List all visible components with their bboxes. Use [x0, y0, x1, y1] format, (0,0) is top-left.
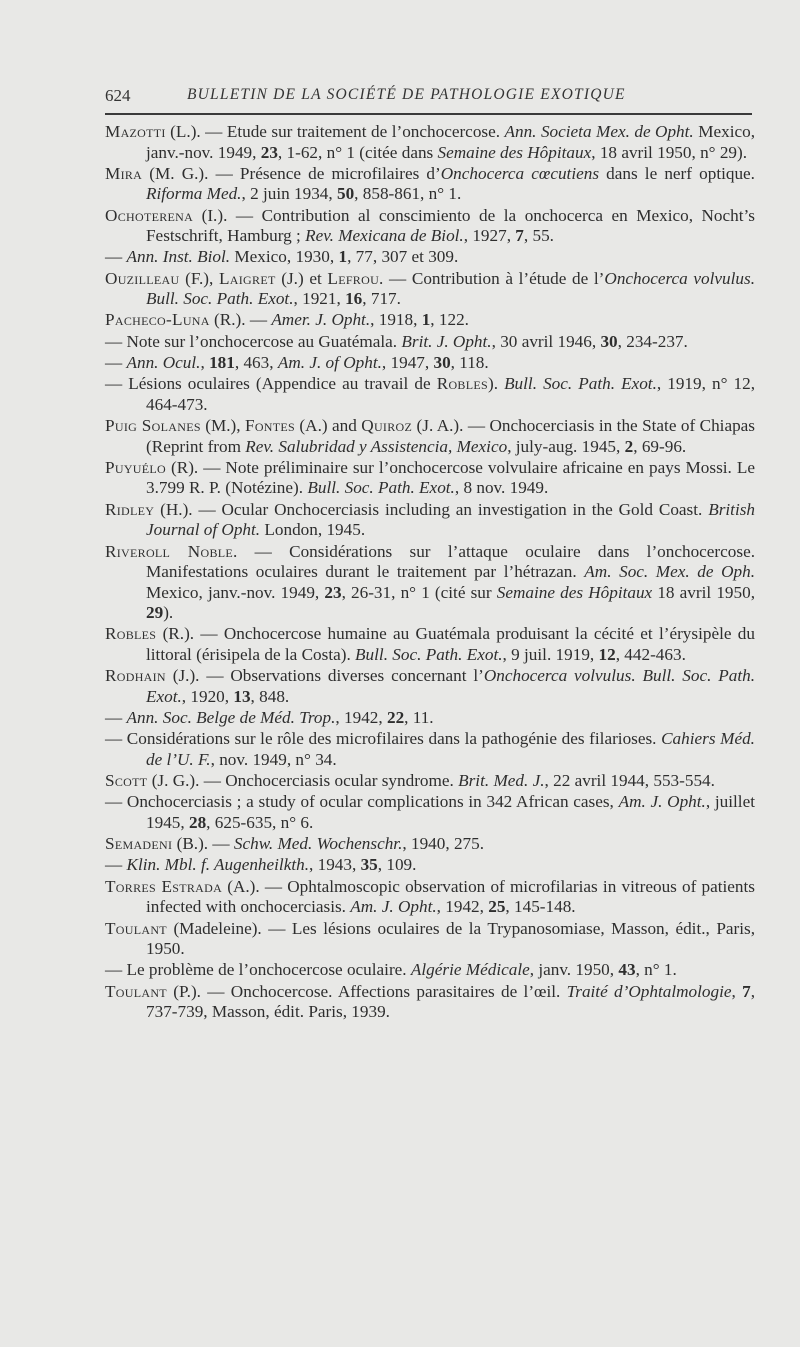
bibliography-entry: — Ann. Ocul., 181, 463, Am. J. of Opht., 1947, 30, 118.	[105, 353, 489, 373]
bibliography-entry: Ouzilleau (F.), Laigret (J.) et Lefrou. — Contribution à l’étude de l’Onchocerca volvulus. Bull. Soc. Path. Exot., 1921, 16, 717.	[105, 268, 755, 309]
bibliography-entry: — Onchocerciasis ; a study of ocular complications in 342 African cases, Am. J. Opht., juillet 1945, 28, 625-635, n° 6.	[105, 792, 755, 832]
bibliography-entry: Puyuélo (R). — Note préliminaire sur l’onchocercose volvulaire africaine en pays Mossi. Le 3.799 R. P. (Notézine). Bull. Soc. Path. Exot., 8 nov. 1949.	[105, 457, 755, 498]
bibliography-list	[105, 122, 755, 1023]
bibliography-entry: — Lésions oculaires (Appendice au travail de Robles). Bull. Soc. Path. Exot., 1919, n° 12, 464-473.	[105, 374, 755, 414]
bibliography-entry: Toulant (Madeleine). — Les lésions oculaires de la Trypanosomiase, Masson, édit., Paris, 1950.	[105, 918, 755, 959]
bibliography-entry: Ridley (H.). — Ocular Onchocerciasis including an investigation in the Gold Coast. British Journal of Opht. London, 1945.	[105, 499, 755, 540]
bibliography-entry: Toulant (P.). — Onchocercose. Affections parasitaires de l’œil. Traité d’Ophtalmologie, 7, 737-739, Masson, édit. Paris, 1939.	[105, 981, 756, 1022]
bibliography-entry: — Note sur l’onchocercose au Guatémala. Brit. J. Opht., 30 avril 1946, 30, 234-237.	[105, 331, 688, 351]
bibliography-entry: — Considérations sur le rôle des microfilaires dans la pathogénie des filarioses. Cahiers Méd. de l’U. F., nov. 1949, n° 34.	[105, 729, 755, 769]
page-number: 624	[105, 86, 131, 105]
bibliography-entry: Puig Solanes (M.), Fontes (A.) and Quiroz (J. A.). — Onchocerciasis in the State of Chiapas (Reprint from Rev. Salubridad y Assistencia, Mexico, july-aug. 1945, 2, 69-96.	[105, 416, 755, 456]
bibliography-entry: Mazotti (L.). — Etude sur traitement de l’onchocercose. Ann. Societa Mex. de Opht. Mexico, janv.-nov. 1949, 23, 1-62, n° 1 (citée dans Semaine des Hôpitaux, 18 avril 1950, n° 29).	[105, 122, 755, 162]
bibliography-entry: Semadeni (B.). — Schw. Med. Wochenschr., 1940, 275.	[105, 834, 485, 854]
bibliography-entry: — Klin. Mbl. f. Augenheilkth., 1943, 35, 109.	[105, 855, 417, 875]
bibliography-entry: Mira (M. G.). — Présence de microfilaires d’Onchocerca cœcutiens dans le nerf optique. Riforma Med., 2 juin 1934, 50, 858-861, n° 1.	[105, 163, 755, 204]
bibliography-entry: Ochoterena (I.). — Contribution al conscimiento de la onchocerca en Mexico, Nocht’s Festschrift, Hamburg ; Rev. Mexicana de Biol., 1927, 7, 55.	[105, 205, 755, 246]
bibliography-entry: Pacheco-Luna (R.). — Amer. J. Opht., 1918, 1, 122.	[105, 310, 469, 330]
bibliography-entry: Torres Estrada (A.). — Ophtalmoscopic observation of microfilarias in vitreous of patients infected with onchocerciasis. Am. J. Opht., 1942, 25, 145-148.	[105, 876, 755, 917]
bibliography-entry: — Le problème de l’onchocercose oculaire. Algérie Médicale, janv. 1950, 43, n° 1.	[105, 960, 677, 980]
page-header	[105, 86, 755, 108]
header-rule	[105, 113, 752, 115]
bibliography-entry: Scott (J. G.). — Onchocerciasis ocular syndrome. Brit. Med. J., 22 avril 1944, 553-554.	[105, 771, 715, 791]
bibliography-entry: Riveroll Noble. — Considérations sur l’attaque oculaire dans l’onchocercose. Manifestations oculaires durant le traitement par l’hétrazan. Am. Soc. Mex. de Oph. Mexico, janv.-nov. 1949, 23, 26-31, n° 1 (cité sur Semaine des Hôpitaux 18 avril 1950, 29).	[105, 541, 755, 623]
running-title: BULLETIN DE LA SOCIÉTÉ DE PATHOLOGIE EXOTIQUE	[187, 86, 626, 103]
bibliography-entry: — Ann. Soc. Belge de Méd. Trop., 1942, 22, 11.	[105, 707, 434, 727]
bibliography-entry: Rodhain (J.). — Observations diverses concernant l’Onchocerca volvulus. Bull. Soc. Path. Exot., 1920, 13, 848.	[105, 666, 755, 706]
bibliography-entry: Robles (R.). — Onchocercose humaine au Guatémala produisant la cécité et l’érysipèle du littoral (érisipela de la Costa). Bull. Soc. Path. Exot., 9 juil. 1919, 12, 442-463.	[105, 624, 755, 664]
bibliography-entry: — Ann. Inst. Biol. Mexico, 1930, 1, 77, 307 et 309.	[105, 247, 459, 267]
